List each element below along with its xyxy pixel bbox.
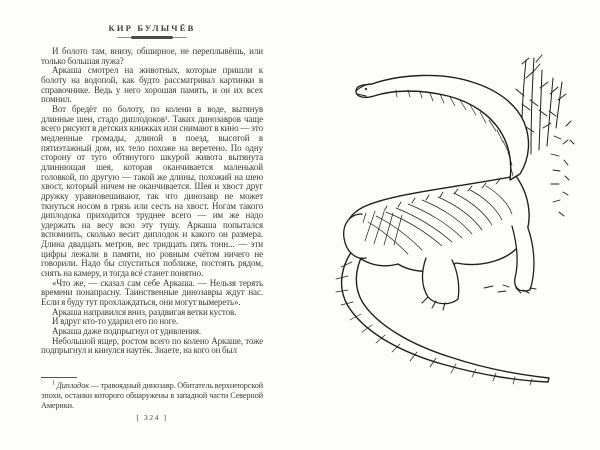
paragraph: Вот бредёт по болоту, по колени в воде, вытянув длинные шеи, стадо диплодоков¹. Таких динозавров чаще всего рисуют в детских книжках или снимают в кино — это медленные громады, длиной в поезд, высотой в пятиэтажный дом, их тело похоже на веретено. По одну сторону от туго обтянутого шкурой живота вытянута длиннющая шея, которая оканчивается маленькой головкой, по другую — такой же длины, похожий на шею хвост, который ничем не оканчивается. Шея и хвост друг дружку уравновешивают, так что динозавр не может ткнуться носом в грязь или сесть на хвост. Ногам такого диплодока приходится труднее всего — им же надо удержать на весу всю эту тушу. Аркаша попытался вспомнить, сколько весит диплодок и какого он размера. Длина двадцать метров, вес тридцать пять тонн... — эти цифры лежали в памяти, но ровным счётом ничего не говорили. Надо бы спуститься поближе, постоять рядом, снять на камеру, и тогда всё станет понятно. xyxy=(41,103,263,279)
paragraph: Аркаша даже подпрыгнул от удивления. xyxy=(52,326,202,337)
right-page xyxy=(300,0,600,450)
footnote-marker: 1 xyxy=(52,380,55,387)
header-rule-ornament xyxy=(117,36,187,39)
front-leg xyxy=(512,226,534,291)
dinosaur-illustration xyxy=(300,0,600,450)
running-header: КИР БУЛЫЧЁВ xyxy=(108,23,196,33)
paragraph: Аркаша смотрел на животных, которые пришли к болоту на водопой, как будто рассматривал картинки в справочнике. Ведь у него хорошая память, и он их всех помнил. xyxy=(41,65,263,105)
paragraph: «Что же, — сказал сам себе Аркаша. — Нельзя терять времени понапрасну. Таинственные динозавры ждут нас. Если я буду тут прохлаждаться, они могут вымереть». xyxy=(41,277,263,308)
footnote-body: — травоядный динозавр. Обитатель верхнеюрской эпохи, останки которого обнаружены в западной части Северной Америки. xyxy=(41,381,263,410)
footnote-separator xyxy=(41,377,77,378)
neck xyxy=(356,75,529,180)
footnote xyxy=(41,381,263,411)
paragraph: Аркаша направился вниз, раздвигая ветки кустов. xyxy=(52,306,237,317)
body xyxy=(345,176,529,271)
footnote-term: Диплодок xyxy=(56,381,89,390)
paragraph: Небольшой ящер, ростом всего по колено Аркаше, тоже подпрыгнул и кинулся наутёк. Знаете, на кого он был xyxy=(41,335,263,356)
body-text xyxy=(41,47,263,356)
page-number: [ 324 ] xyxy=(136,413,168,422)
eye xyxy=(365,88,367,90)
paragraph: И вдруг кто-то ударил его по ноге. xyxy=(52,316,178,327)
scattered-marks xyxy=(551,121,574,216)
paragraph: И болото там, внизу, обширное, не переплывёшь, или только большая лужа? xyxy=(41,47,263,66)
ground-marks xyxy=(484,285,509,292)
